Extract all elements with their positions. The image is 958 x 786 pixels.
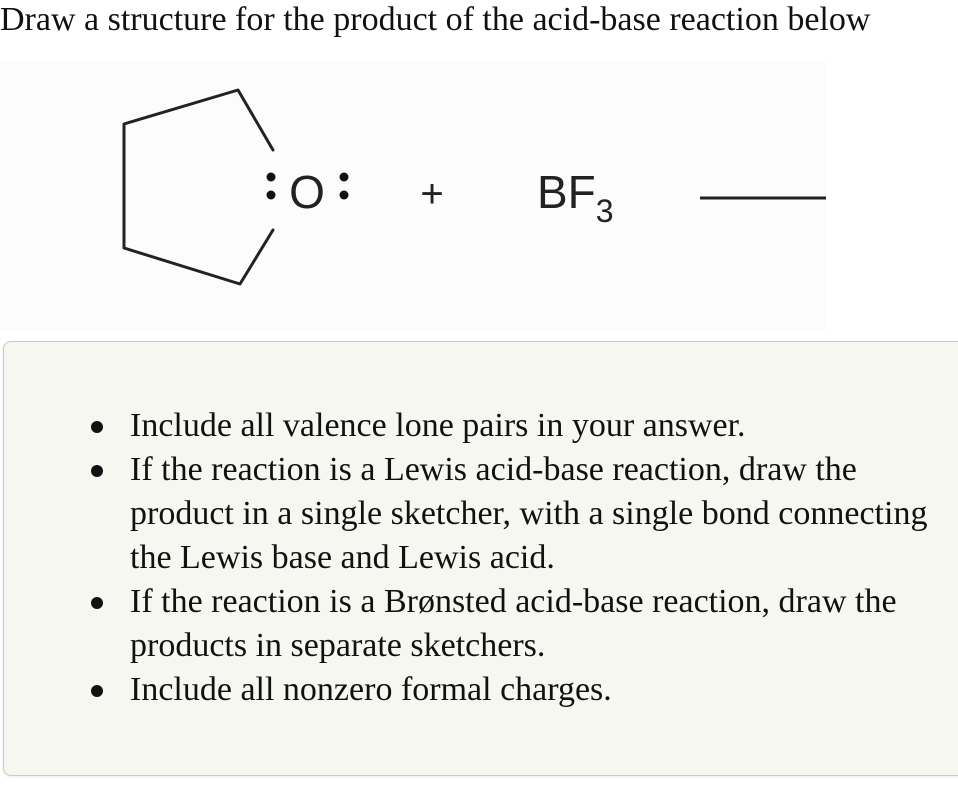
reaction-arrow	[700, 187, 826, 209]
lone-pair-dot	[340, 173, 349, 182]
list-item: If the reaction is a Lewis acid-base reaction, draw the product in a single sketcher, with a single bond connecting the Lewis base and Lewis acid.	[90, 448, 930, 580]
list-item: Include all valence lone pairs in your answer.	[90, 404, 930, 448]
bf3-main: BF	[537, 166, 596, 218]
reaction-scheme	[0, 62, 826, 330]
plus-sign: +	[420, 172, 444, 216]
lone-pair-dot	[267, 191, 276, 200]
list-item: If the reaction is a Brønsted acid-base reaction, draw the products in separate sketchers.	[90, 580, 930, 668]
oxygen-atom	[267, 166, 349, 218]
bf3-formula	[537, 166, 614, 229]
thf-ring	[124, 90, 273, 284]
oxygen-symbol: O	[289, 166, 325, 218]
lone-pair-dot	[267, 173, 276, 182]
instructions-list	[90, 404, 930, 712]
list-item: Include all nonzero formal charges.	[90, 668, 930, 712]
lone-pair-dot	[340, 191, 349, 200]
question-title: Draw a structure for the product of the acid-base reaction below	[0, 1, 871, 38]
instructions-box	[3, 341, 958, 776]
bf3-subscript: 3	[595, 193, 614, 229]
